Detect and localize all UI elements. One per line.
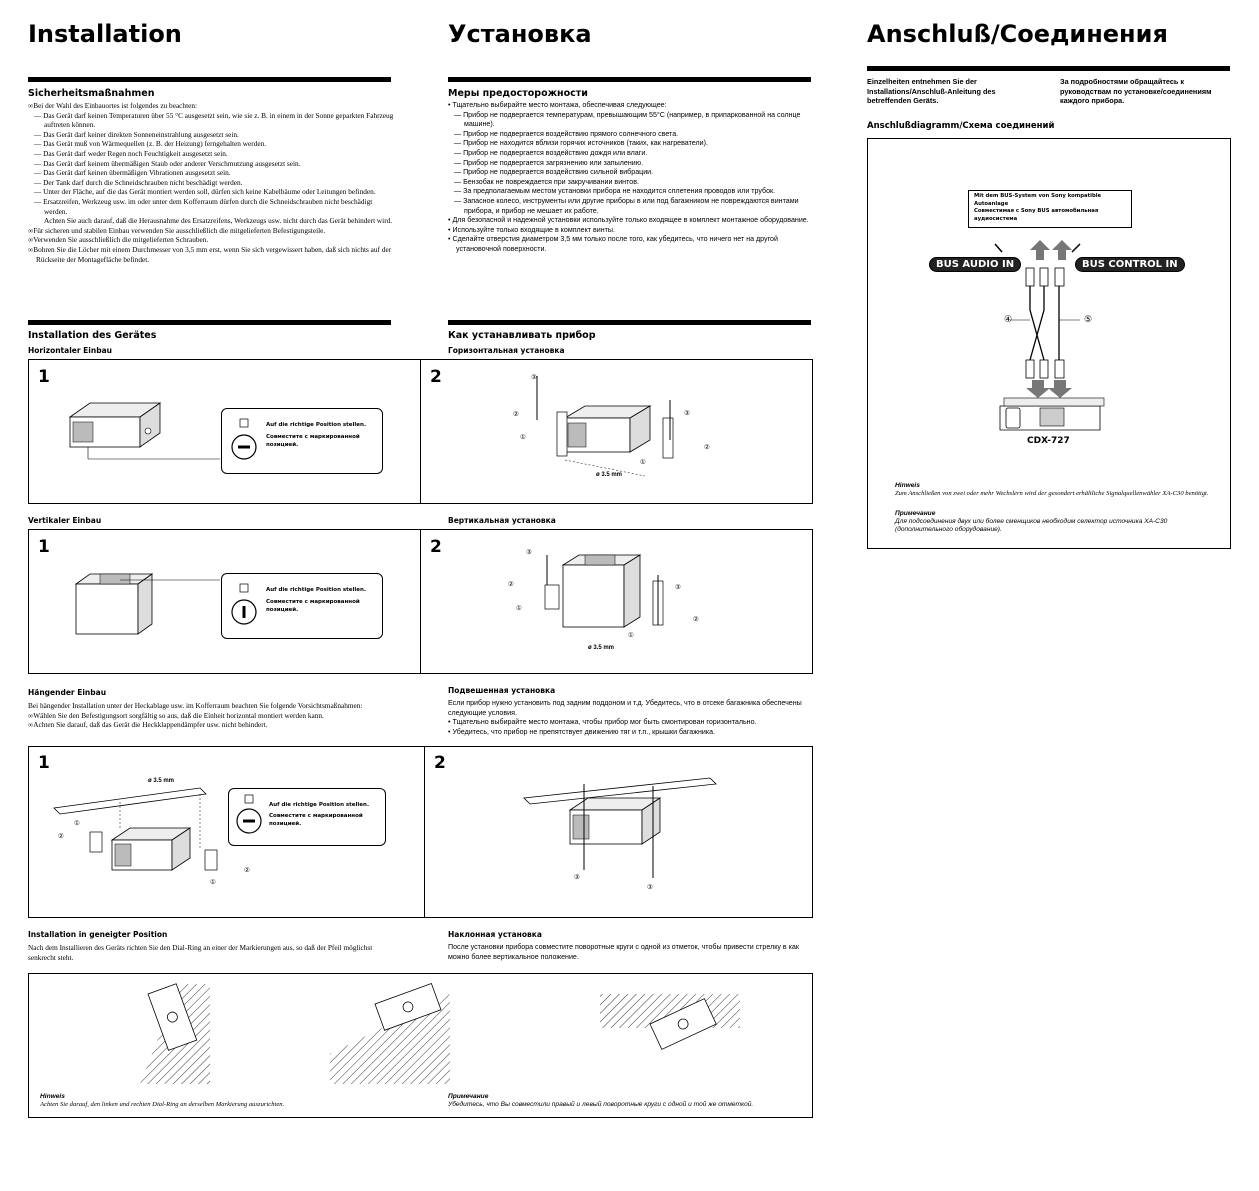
list-item: ∞Achten Sie darauf, daß das Gerät die Heckklappendämpfer usw. nicht behindert. [28, 720, 268, 730]
callout-number: ② [58, 833, 64, 840]
title-sep: / [990, 20, 1000, 48]
diagram-heading: Anschlußdiagramm/Схема соединений [867, 121, 1055, 131]
callout-ru: Совместите с маркированной позицией. [266, 434, 360, 448]
drill-diameter: ø 3.5 mm [148, 778, 175, 784]
vertical-heading-de: Vertikaler Einbau [28, 516, 102, 525]
list-item: — Прибор не подвергается воздействию прямого солнечного света. [454, 129, 679, 138]
divider [420, 529, 421, 673]
tilted-heading-ru: Наклонная установка [448, 930, 542, 939]
list-item: — За предполагаемым местом установки прибора не находится сплетения проводов или трубок. [454, 187, 776, 196]
tilted-note-ru: Убедитесь, что Вы совместили правый и левый поворотные круги с одной и той же отметкой. [448, 1101, 754, 1108]
list-item: • Тщательно выбирайте место монтажа, чтобы прибор мог быть смонтирован горизонтально. [448, 718, 757, 727]
list-item: ∞Wählen Sie den Befestigungsort sorgfältig so aus, daß die Einheit horizontal montiert werden kann. [28, 710, 324, 720]
list-item: — Прибор не подвергается температурам, превышающим 55°C (например, в припаркованной на солнце машине). [454, 110, 801, 129]
list-item: • Сделайте отверстия диаметром 3,5 мм только после того, как убедитесь, что ничего нет на другой установочной поверхности. [448, 235, 778, 253]
changer-horizontal-illustration [60, 395, 220, 465]
callout-number: ③ [531, 374, 537, 381]
callout-number: ① [640, 459, 646, 466]
list-item: — Ersatzreifen, Werkzeug usw. im oder unter dem Kofferraum dürfen durch die Schneidschrauben nicht beschädigt werden. [34, 196, 373, 216]
dial-ring-icon [230, 584, 260, 630]
callout-number: ③ [526, 549, 532, 556]
tilted-note-de-heading: Hinweis [40, 1093, 65, 1100]
title-installation-de: Installation [28, 20, 182, 48]
title-connection-de: Anschluß [867, 20, 991, 48]
divider [424, 746, 425, 917]
callout-position [221, 408, 383, 474]
list-item: — Das Gerät darf weder Regen noch Feuchtigkeit ausgesetzt sein. [34, 148, 228, 158]
callout-number: ① [628, 632, 634, 639]
hanging-text-ru [448, 699, 813, 737]
list-item: — Запасное колесо, инструменты или другие приборы в или под багажником не повреждаются винтами прибора, и прибор не мешает их работе. [454, 196, 799, 215]
horizontal-heading-ru: Горизонтальная установка [448, 346, 565, 355]
system-de: Mit dem BUS-System von Sony kompatible Autoanlage [974, 193, 1102, 207]
system-ru: Совместимая с Sony BUS автомобильная аудиосистема [974, 208, 1099, 222]
install-heading-de: Installation des Gerätes [28, 330, 157, 341]
tilted-heading-de: Installation in geneigter Position [28, 930, 168, 939]
callout-de: Auf die richtige Position stellen. [269, 802, 370, 808]
title-connection [867, 20, 1168, 48]
hanging-step1-illustration [50, 780, 250, 890]
list-item: — Бензобак не повреждается при закручивании винтов. [454, 177, 639, 186]
bus-audio-in-label: BUS AUDIO IN [929, 257, 1021, 272]
vertical-heading-ru: Вертикальная установка [448, 516, 556, 525]
connection-note-ru-heading: Примечание [895, 510, 936, 517]
list-item: — Unter der Fläche, auf die das Gerät montiert werden soll, dürfen sich keine Kabelbäume oder Leitungen befinden. [34, 187, 376, 197]
tilted-illustrations [120, 984, 740, 1084]
divider [420, 359, 421, 503]
list-item: — Прибор не подвергается загрязнению или запылению. [454, 158, 643, 167]
list-item: — Der Tank darf durch die Schneidschrauben nicht beschädigt werden. [34, 177, 243, 187]
horizontal-heading-de: Horizontaler Einbau [28, 346, 112, 355]
model-label: CDX-727 [1027, 436, 1070, 446]
cable-number-4: ④ [1004, 314, 1013, 324]
hanging-heading-de: Hängender Einbau [28, 688, 107, 697]
tilted-note-de: Achten Sie darauf, den linken und rechten Dial-Ring an derselben Markierung auszurichten. [40, 1101, 285, 1108]
rule-bar [867, 66, 1230, 71]
safety-intro-ru: • Тщательно выбирайте место монтажа, обеспечивая следующее: [448, 101, 667, 109]
callout-number: ② [508, 581, 514, 588]
step-number: 1 [38, 753, 50, 773]
tilted-text-de: Nach dem Installieren des Geräts richten Sie den Dial-Ring an einer der Markierungen aus, so daß der Pfeil möglichst senkrecht steht. [28, 943, 373, 962]
rule-bar [448, 77, 811, 82]
callout-number: ② [513, 411, 519, 418]
callout-number: ③ [574, 874, 580, 881]
safety-heading-de: Sicherheitsmaßnahmen [28, 88, 155, 99]
step-number: 2 [434, 753, 446, 773]
list-item: — Прибор не подвергается воздействию дождя или влаги. [454, 148, 648, 157]
callout-position [221, 573, 383, 639]
list-item: • Убедитесь, что прибор не препятствует движению тяг и т.п., крышки багажника. [448, 727, 716, 736]
callout-number: ② [244, 867, 250, 874]
paragraph: Если прибор нужно установить под задним поддоном и т.д. Убедитесь, что в отсеке багажника обеспечены следующие условия. [448, 699, 802, 717]
drill-diameter: ø 3.5 mm [596, 472, 623, 478]
safety-text-ru [448, 101, 810, 255]
callout-number: ① [516, 605, 522, 612]
step-number: 1 [38, 537, 50, 557]
step-number: 2 [430, 537, 442, 557]
list-item: — Прибор не подвергается воздействию сильной вибрации. [454, 168, 654, 177]
list-item: Achten Sie auch darauf, daß die Herausnahme des Ersatzreifens, Werkzeugs usw. nicht durch das Gerät behindert wird. [44, 216, 393, 226]
rule-bar [448, 320, 811, 325]
tilted-text-ru: После установки прибора совместите поворотные круги с одной из отметок, чтобы привести стрелку в как можно более вертикальное положение. [448, 943, 799, 961]
safety-heading-ru: Меры предосторожности [448, 88, 588, 99]
paragraph: Bei hängender Installation unter der Heckablage usw. im Kofferraum beachten Sie folgende Vorsichtsmaßnahmen: [28, 701, 363, 710]
vertical-bracket-illustration [505, 545, 735, 665]
hanging-text-de [28, 701, 398, 730]
drill-diameter: ø 3.5 mm [588, 645, 615, 651]
callout-number: ③ [647, 884, 653, 891]
hanging-heading-ru: Подвешенная установка [448, 686, 556, 695]
safety-text-de [28, 101, 394, 264]
list-item: — Das Gerät darf keinen übermäßigen Vibrationen ausgesetzt sein. [34, 168, 231, 178]
step-number: 1 [38, 367, 50, 387]
connection-note-de: Zum Anschließen von zwei oder mehr Wechslern wird der gesondert erhältliche Signalquellenwähler XA-C30 benötigt. [895, 490, 1209, 497]
dial-ring-icon [235, 795, 265, 839]
connection-note-ru: Для подсоединения двух или более сменщиков необходим селектор источника XA-C30 (дополнительного оборудование). [895, 518, 1168, 533]
callout-de: Auf die richtige Position stellen. [266, 587, 367, 593]
rule-bar [28, 77, 391, 82]
step-number: 2 [430, 367, 442, 387]
list-item: • Используйте только входящие в комплект винты. [448, 225, 615, 234]
title-installation-ru: Установка [448, 20, 592, 48]
list-item: — Das Gerät darf keiner direkten Sonneneinstrahlung ausgesetzt sein. [34, 129, 239, 139]
bus-control-in-label: BUS CONTROL IN [1075, 257, 1185, 272]
callout-de: Auf die richtige Position stellen. [266, 422, 367, 428]
changer-vertical-illustration [70, 570, 230, 650]
cable-number-5: ⑤ [1084, 314, 1093, 324]
list-item: ∞Verwenden Sie ausschließlich die mitgelieferten Schrauben. [28, 235, 209, 245]
list-item: ∞Für sicheren und stabilen Einbau verwenden Sie ausschließlich die mitgelieferten Befestigungsteile. [28, 225, 326, 235]
dial-ring-icon [230, 419, 260, 465]
safety-intro-de: ∞Bei der Wahl des Einbauortes ist folgendes zu beachten: [28, 101, 198, 110]
callout-ru: Совместите с маркированной позицией. [266, 599, 360, 613]
install-heading-ru: Как устанавливать прибор [448, 330, 596, 341]
connection-note-de-heading: Hinweis [895, 482, 920, 489]
callout-ru: Совместите с маркированной позицией. [269, 813, 363, 827]
list-item: — Прибор не находится вблизи горячих источников (таких, как нагреватели). [454, 139, 708, 148]
callout-number: ① [210, 879, 216, 886]
callout-number: ① [74, 820, 80, 827]
list-item: — Das Gerät darf keinen Temperaturen über 55 °C ausgesetzt sein, wie sie z. B. in einem in der Sonne geparkten Fahrzeug auftreten können. [34, 110, 394, 130]
tilted-note-ru-heading: Примечание [448, 1093, 489, 1100]
list-item: — Das Gerät darf keinem übermäßigen Staub oder anderer Verschmutzung ausgesetzt sein. [34, 158, 301, 168]
connection-intro-de: Einzelheiten entnehmen Sie der Installations/Anschluß-Anleitung des betreffenden Geräts. [867, 77, 996, 106]
callout-number: ③ [675, 584, 681, 591]
callout-number: ② [704, 444, 710, 451]
system-box [968, 190, 1132, 228]
callout-number: ③ [684, 410, 690, 417]
list-item: — Das Gerät muß von Wärmequellen (z. B. der Heizung) ferngehalten werden. [34, 139, 267, 149]
list-item: • Для безопасной и надежной установки используйте только входящее в комплект монтажное оборудование. [448, 216, 809, 225]
title-connection-ru: Соединения [999, 20, 1168, 48]
rule-bar [28, 320, 391, 325]
list-item: ∞Bohren Sie die Löcher mit einem Durchmesser von 3,5 mm erst, wenn Sie sich vergewissert haben, daß sich nichts auf der Rückseite der Montagefläche befindet. [28, 244, 392, 264]
callout-number: ② [693, 616, 699, 623]
callout-number: ① [520, 434, 526, 441]
hanging-step2-illustration [520, 770, 720, 890]
connection-intro-ru: За подробностями обращайтесь к руководствам по установке/соединениям каждого прибора. [1060, 77, 1212, 106]
callout-position [228, 788, 386, 846]
